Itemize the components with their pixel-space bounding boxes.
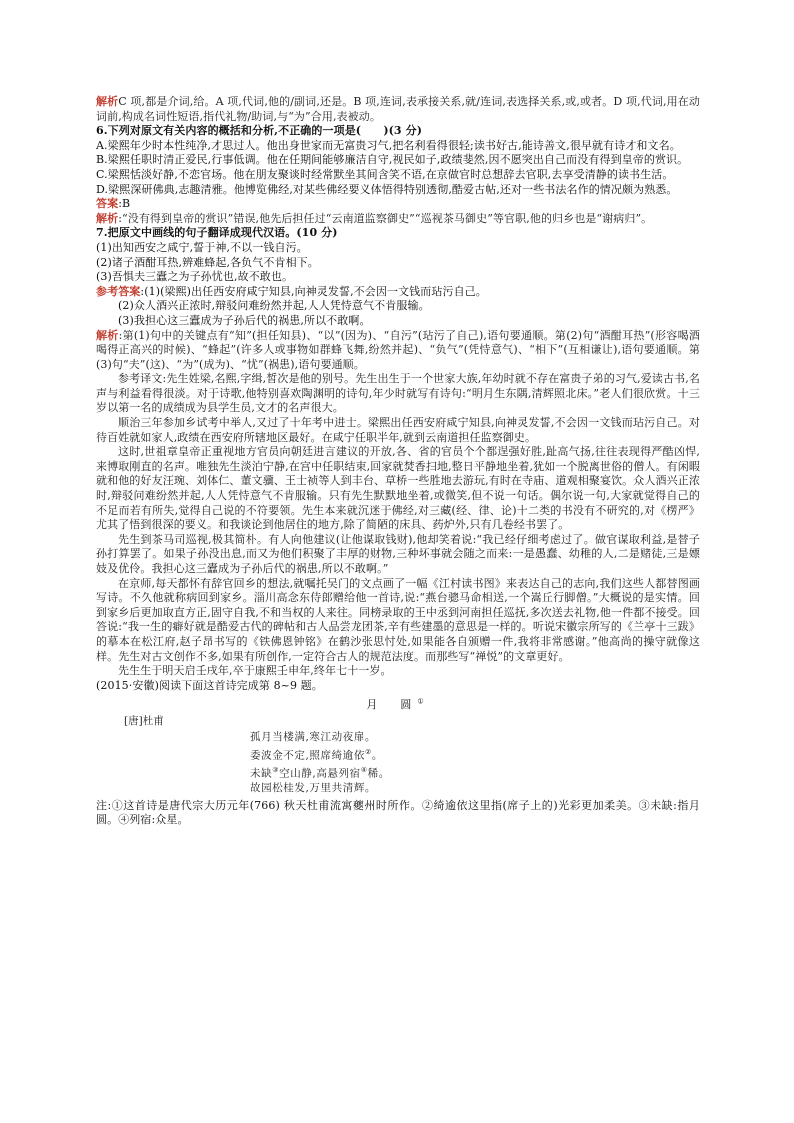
poem-title-note: ① — [417, 697, 430, 706]
analysis-label: 解析 — [96, 328, 119, 342]
q6-analysis — [96, 212, 700, 227]
q7-question: 7.把原文中画线的句子翻译成现代汉语。(10 分) — [96, 226, 338, 240]
ref-answer-label: 参考答案 — [96, 284, 141, 298]
ref-answer-text: :(1)(梁熙)出任西安府咸宁知县,向神灵发誓,不会因一文钱而玷污自己。 — [140, 284, 487, 298]
analysis-text: :“没有得到皇帝的赏识”错误,他先后担任过“云南道监察御史”“巡视茶马御史”等官职,他的归乡也是“谢病归”。 — [118, 211, 653, 225]
q7-item-2: (2)诸子酒酣耳热,辨难蜂起,各负气不肯相下。 — [96, 255, 319, 269]
document-page — [96, 95, 700, 828]
q6-option-a: A.梁熙年少时本性纯净,才思过人。他出身世家而无富贵习气,把名利看得很轻;读书好古,能诗善文,很早就有诗才和文名。 — [96, 138, 681, 152]
q6-option-b: B.梁熙任职时清正爱民,行事低调。他在任期间能够廉洁自守,视民如子,政绩斐然,因不愿突出自己而没有得到皇帝的赏识。 — [96, 153, 689, 167]
q7-ref-answer-3: (3)我担心这三蠹成为子孙后代的祸患,所以不敢啊。 — [118, 313, 371, 327]
poem-note-2: ② — [364, 747, 372, 756]
q5-analysis — [96, 95, 700, 124]
analysis-label: 解析 — [96, 95, 119, 108]
q7-item-1: (1)出知西安之咸宁,誓于神,不以一钱自污。 — [96, 240, 308, 254]
poem-line-3b: 空山静,高悬列宿 — [279, 767, 361, 780]
q7-ref-answer-2: (2)众人酒兴正浓时,辩驳问难纷然并起,人人凭恃意气不肯服输。 — [118, 299, 430, 313]
poem-line-3c: 稀。 — [367, 767, 390, 780]
analysis-label: 解析 — [96, 211, 119, 225]
poem-line-2-text: 委波金不定,照席绮逾依 — [250, 749, 365, 762]
translation-paragraph-3: 这时,世祖章皇帝正重视地方官员向朝廷进言建议的开放,各、省的官员个个都逞强好胜,趾高气扬,往往表现得严酷凶悍,来博取刚直的名声。唯独先生淡泊宁静,在宫中任职结束,回家就焚香扫地,整日平静地坐着,犹如一个脱离世俗的僧人。有闲暇就和他的好友汪琬、刘体仁、董文骥、王士祯等人到丰台、草桥一些胜地去游玩,有时在寺庙、道观相聚宴饮。众人酒兴正浓时,辩驳问难纷然并起,人人凭恃意气不肯服输。只有先生默默地坐着,或微笑,但不说一句话。偶尔说一句,大家就觉得自己的不足而若有所失,觉得自己说的不符要领。先生本来就沉迷于佛经,对三藏(经、律、论)十二类的书没有不研究的,对《楞严》尤其了悟到很深的要义。和我谈论到他居住的地方,除了简陋的床具、药炉外,只有几卷经书罢了。 — [96, 445, 700, 532]
answer-label: 答案 — [96, 197, 119, 211]
analysis-text: :第(1)句中的关键点有“知”(担任知县)、“以”(因为)、“自污”(玷污了自己),语句要通顺。第(2)句“酒酣耳热”(形容喝酒喝得正高兴的时候)、“蜂起”(许多人或事物如群蜂飞舞,纷然并起)、“负气”(凭恃意气)、“相下”(互相谦让),语句要通顺。第(3)句“夫”(这)、“为”(成为)、“忧”(祸患),语句要通顺。 — [96, 328, 700, 371]
translation-paragraph-1: 参考译文:先生姓梁,名熙,字缉,皙次是他的别号。先生出生于一个世家大族,年幼时就不存在富贵子弟的习气,爱读古书,名声与利益看得很淡。对于诗歌,他特别喜欢陶渊明的诗句,年少时就写有诗句:“明月生东隅,清辉照北床。”老人们很欣赏。十三岁以第一名的成绩成为县学生员,文才的名声很大。 — [96, 372, 700, 415]
poem-note-3: ③ — [272, 766, 280, 775]
poem-line-1: 孤月当楼满,寒江动夜扉。 — [250, 731, 377, 744]
poem-intro: (2015·安徽)阅读下面这首诗完成第 8~9 题。 — [96, 678, 323, 692]
translation-paragraph-2: 顺治三年参加乡试考中举人,又过了十年考中进士。梁熙出任西安府咸宁知县,向神灵发誓,不会因一文钱而玷污自己。对待百姓就如家人,政绩在西安府所辖地区最好。在咸宁任职半年,就到云南道担任监察御史。 — [96, 416, 700, 444]
q7-ref-answer-1 — [96, 285, 700, 300]
poem-line-3a: 未缺 — [250, 767, 273, 780]
poem-footnote: 注:①这首诗是唐代宗大历元年(766) 秋天杜甫流寓夔州时所作。②绮逾依这里指(席子上的)光彩更加柔美。③未缺:指月圆。④列宿:众星。 — [96, 798, 700, 827]
answer-value: :B — [118, 197, 131, 211]
poem-line-4: 故园松桂发,万里共清辉。 — [250, 782, 377, 795]
poem-line-2: 委波金不定,照席绮逾依②。 — [250, 747, 383, 762]
q6-answer — [96, 197, 700, 212]
q7-analysis — [96, 329, 700, 373]
q6-option-c: C.梁熙恬淡好静,不恋官场。他在朋友聚谈时经常默坐其间含笑不语,在京做官时总想辞去官职,去享受清静的读书生活。 — [96, 167, 674, 181]
poem-note-4: ④ — [360, 766, 368, 775]
q6-question: 6.下列对原文有关内容的概括和分析,不正确的一项是( )(3 分) — [96, 124, 423, 138]
translation-paragraph-5: 在京师,每天都怀有辞官回乡的想法,就嘱托吴门的文点画了一幅《江村读书图》来表达自己的志向,我们这些人都替图画写诗。不久他就称病回到家乡。淄川高念东侍郎赠给他一首诗,说:“燕台骢马命相送,一个嵩丘行脚僧。”大概说的是实情。回到家乡后更加取直方正,固守自我,不和当权的人来往。同榜录取的王中丞到河南担任巡抚,多次送去礼物,他一件都不接受。回答说:“我一生的癖好就是酷爱古代的碑帖和古人品尝龙团茶,辛有些建墨的意思是一样的。听说宋徽宗所写的《兰亭十三跋》的摹本在松江府,赵子昂书写的《铁佛恩钟铭》在鹤沙张思忖处,如果能各自颁赠一件,我将非常感谢。”他高尚的操守就像这样。先生对古文创作不多,如果有所创作,一定符合古人的规范法度。而那些写“禅悦”的文章更好。 — [96, 576, 700, 663]
translation-paragraph-4: 先生到茶马司巡视,极其简朴。有人向他建议(让他谋取钱财),他却笑着说:“我已经仔细考虑过了。做官谋取利益,是替子孙打算罢了。如果子孙没出息,而又为他们积聚了丰厚的财物,三种坏事就会随之而来:一是愚蠢、幼稚的人,二是赌徒,三是嫖妓及优伶。我担心这三蠹成为子孙后代的祸患,所以不敢啊。” — [96, 532, 700, 575]
q6-option-d: D.梁熙深研佛典,志趣清雅。他博览佛经,对某些佛经要义体悟得特别透彻,酷爱古帖,还对一些书法名作的情况颇为熟悉。 — [96, 182, 678, 196]
analysis-text: C 项,都是介词,给。A 项,代词,他的/副词,还是。B 项,连词,表承接关系,就/连词,表选择关系,或,或者。D 项,代词,用在动词前,构成名词性短语,指代礼物/助词,与“为”合用,表被动。 — [96, 95, 701, 123]
poem-author: [唐]杜甫 — [124, 715, 164, 728]
translation-paragraph-6: 先生生于明天启壬戌年,卒于康熙壬申年,终年七十一岁。 — [118, 664, 392, 678]
q7-item-3: (3)吾惧夫三蠹之为子孙忧也,故不敢也。 — [96, 270, 294, 284]
poem-line-3 — [250, 763, 700, 781]
poem-title-text: 月 圆 — [366, 698, 418, 712]
poem-title — [96, 696, 700, 712]
